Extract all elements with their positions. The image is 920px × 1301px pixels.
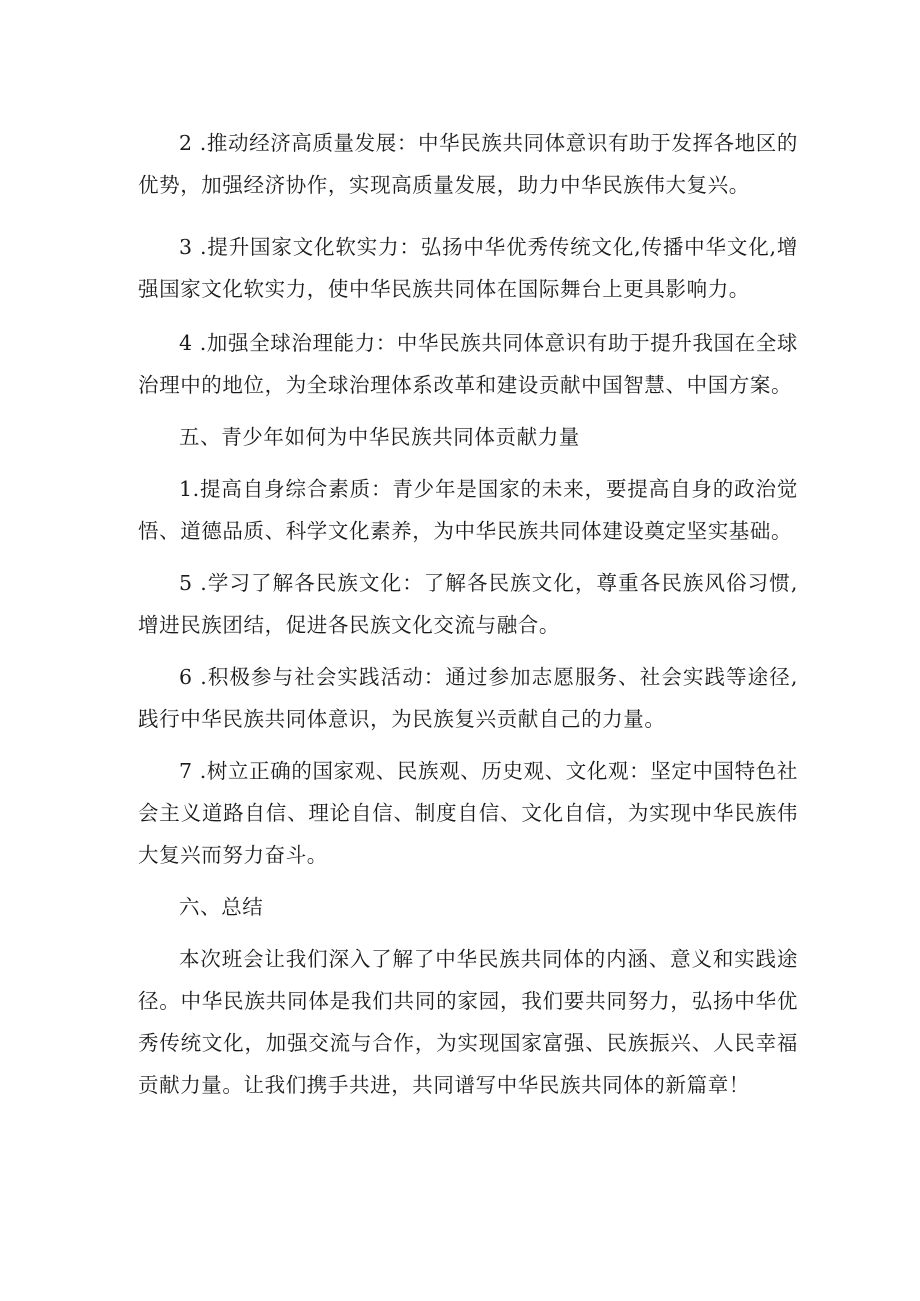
section-heading-youth-contribution: 五、青少年如何为中华民族共同体贡献力量 [179, 425, 580, 449]
paragraph-cultural-soft-power: 3 .提升国家文化软实力：弘扬中华优秀传统文化,传播中华文化,增强国家文化软实力，使中华民族共同体在国际舞台上更具影响力。 [138, 235, 798, 301]
paragraph-summary: 本次班会让我们深入了解了中华民族共同体的内涵、意义和实践途径。中华民族共同体是我们共同的家园，我们要共同努力，弘扬中华优秀传统文化，加强交流与合作，为实现国家富强、民族振兴、人民幸福贡献力量。让我们携手共进，共同谱写中华民族共同体的新篇章！ [138, 947, 798, 1097]
paragraph-global-governance: 4 .加强全球治理能力：中华民族共同体意识有助于提升我国在全球治理中的地位，为全球治理体系改革和建设贡献中国智慧、中国方案。 [138, 331, 798, 397]
paragraph-economic-development: 2 .推动经济高质量发展：中华民族共同体意识有助于发挥各地区的优势，加强经济协作，实现高质量发展，助力中华民族伟大复兴。 [138, 131, 798, 197]
section-heading-summary: 六、总结 [179, 895, 264, 919]
paragraph-correct-views: 7 .树立正确的国家观、民族观、历史观、文化观：坚定中国特色社会主义道路自信、理论自信、制度自信、文化自信，为实现中华民族伟大复兴而努力奋斗。 [138, 759, 798, 867]
document-body [138, 122, 798, 1106]
paragraph-social-practice: 6 .积极参与社会实践活动：通过参加志愿服务、社会实践等途径,践行中华民族共同体意识，为民族复兴贡献自己的力量。 [138, 665, 798, 731]
paragraph-learn-ethnic-cultures: 5 .学习了解各民族文化：了解各民族文化，尊重各民族风俗习惯,增进民族团结，促进各民族文化交流与融合。 [138, 571, 798, 637]
paragraph-improve-quality: 1.提高自身综合素质：青少年是国家的未来，要提高自身的政治觉悟、道德品质、科学文化素养，为中华民族共同体建设奠定坚实基础。 [138, 477, 798, 543]
